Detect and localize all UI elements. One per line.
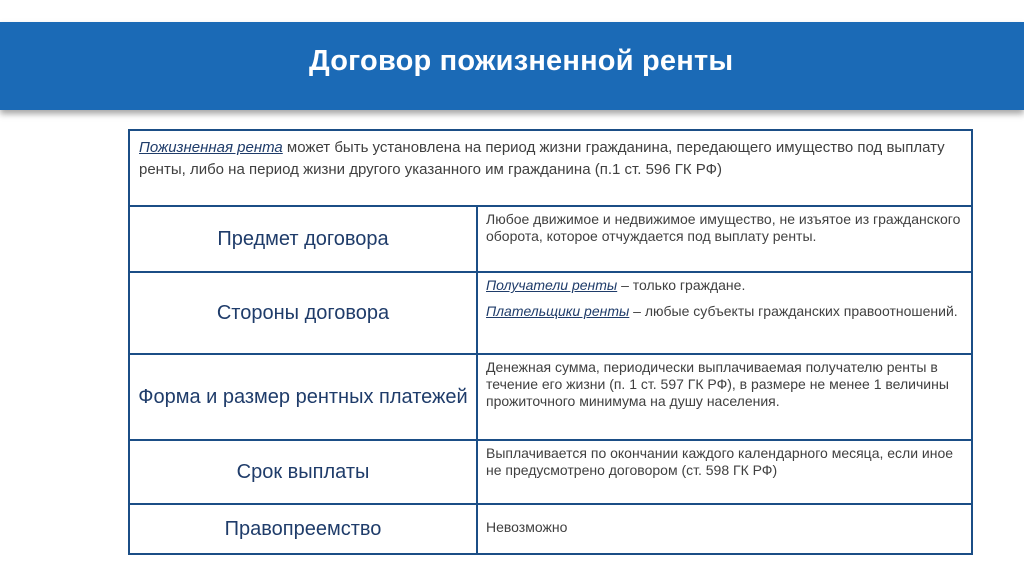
row-value-text: Выплачивается по окончании каждого календарного месяца, если иное не предусмотрено договором (ст. 598 ГК РФ): [486, 445, 954, 478]
row-value: [478, 207, 971, 271]
table-row: [130, 441, 971, 505]
intro-definition: [130, 131, 971, 207]
table-row: [130, 207, 971, 273]
row-value: [478, 355, 971, 439]
row-value-text: Денежная сумма, периодически выплачиваемая получателю ренты в течение его жизни (п. 1 ст. 597 ГК РФ), в размере не менее 1 величины прожиточного минимума на душу населения.: [486, 359, 949, 409]
table-row: [130, 273, 971, 355]
row-label: Форма и размер рентных платежей: [130, 355, 478, 439]
table-row: [130, 505, 971, 553]
intro-text: может быть установлена на период жизни гражданина, передающего имущество под выплату ренты, либо на период жизни другого указанного им гражданина (п.1 ст. 596 ГК РФ): [139, 139, 945, 178]
payers-text: – любые субъекты гражданских правоотношений.: [629, 303, 958, 319]
intro-term: Пожизненная рента: [139, 139, 283, 156]
row-label: Срок выплаты: [130, 441, 478, 503]
row-value-text: Невозможно: [486, 519, 568, 535]
row-value: [478, 273, 971, 353]
payers-term: Плательщики ренты: [486, 303, 630, 319]
row-value-text: Любое движимое и недвижимое имущество, не изъятое из гражданского оборота, которое отчуждается под выплату ренты.: [486, 211, 961, 244]
payers-line: [486, 303, 963, 320]
rent-contract-table: [128, 129, 973, 555]
recipients-term: Получатели ренты: [486, 277, 618, 293]
table-row: [130, 355, 971, 441]
row-label: Предмет договора: [130, 207, 478, 271]
recipients-text: – только граждане.: [617, 277, 746, 293]
row-value: [478, 505, 971, 553]
row-value: [478, 441, 971, 503]
recipients-line: [486, 277, 963, 294]
row-label: Стороны договора: [130, 273, 478, 353]
slide-title: Договор пожизненной ренты: [309, 45, 734, 77]
row-label: Правопреемство: [130, 505, 478, 553]
